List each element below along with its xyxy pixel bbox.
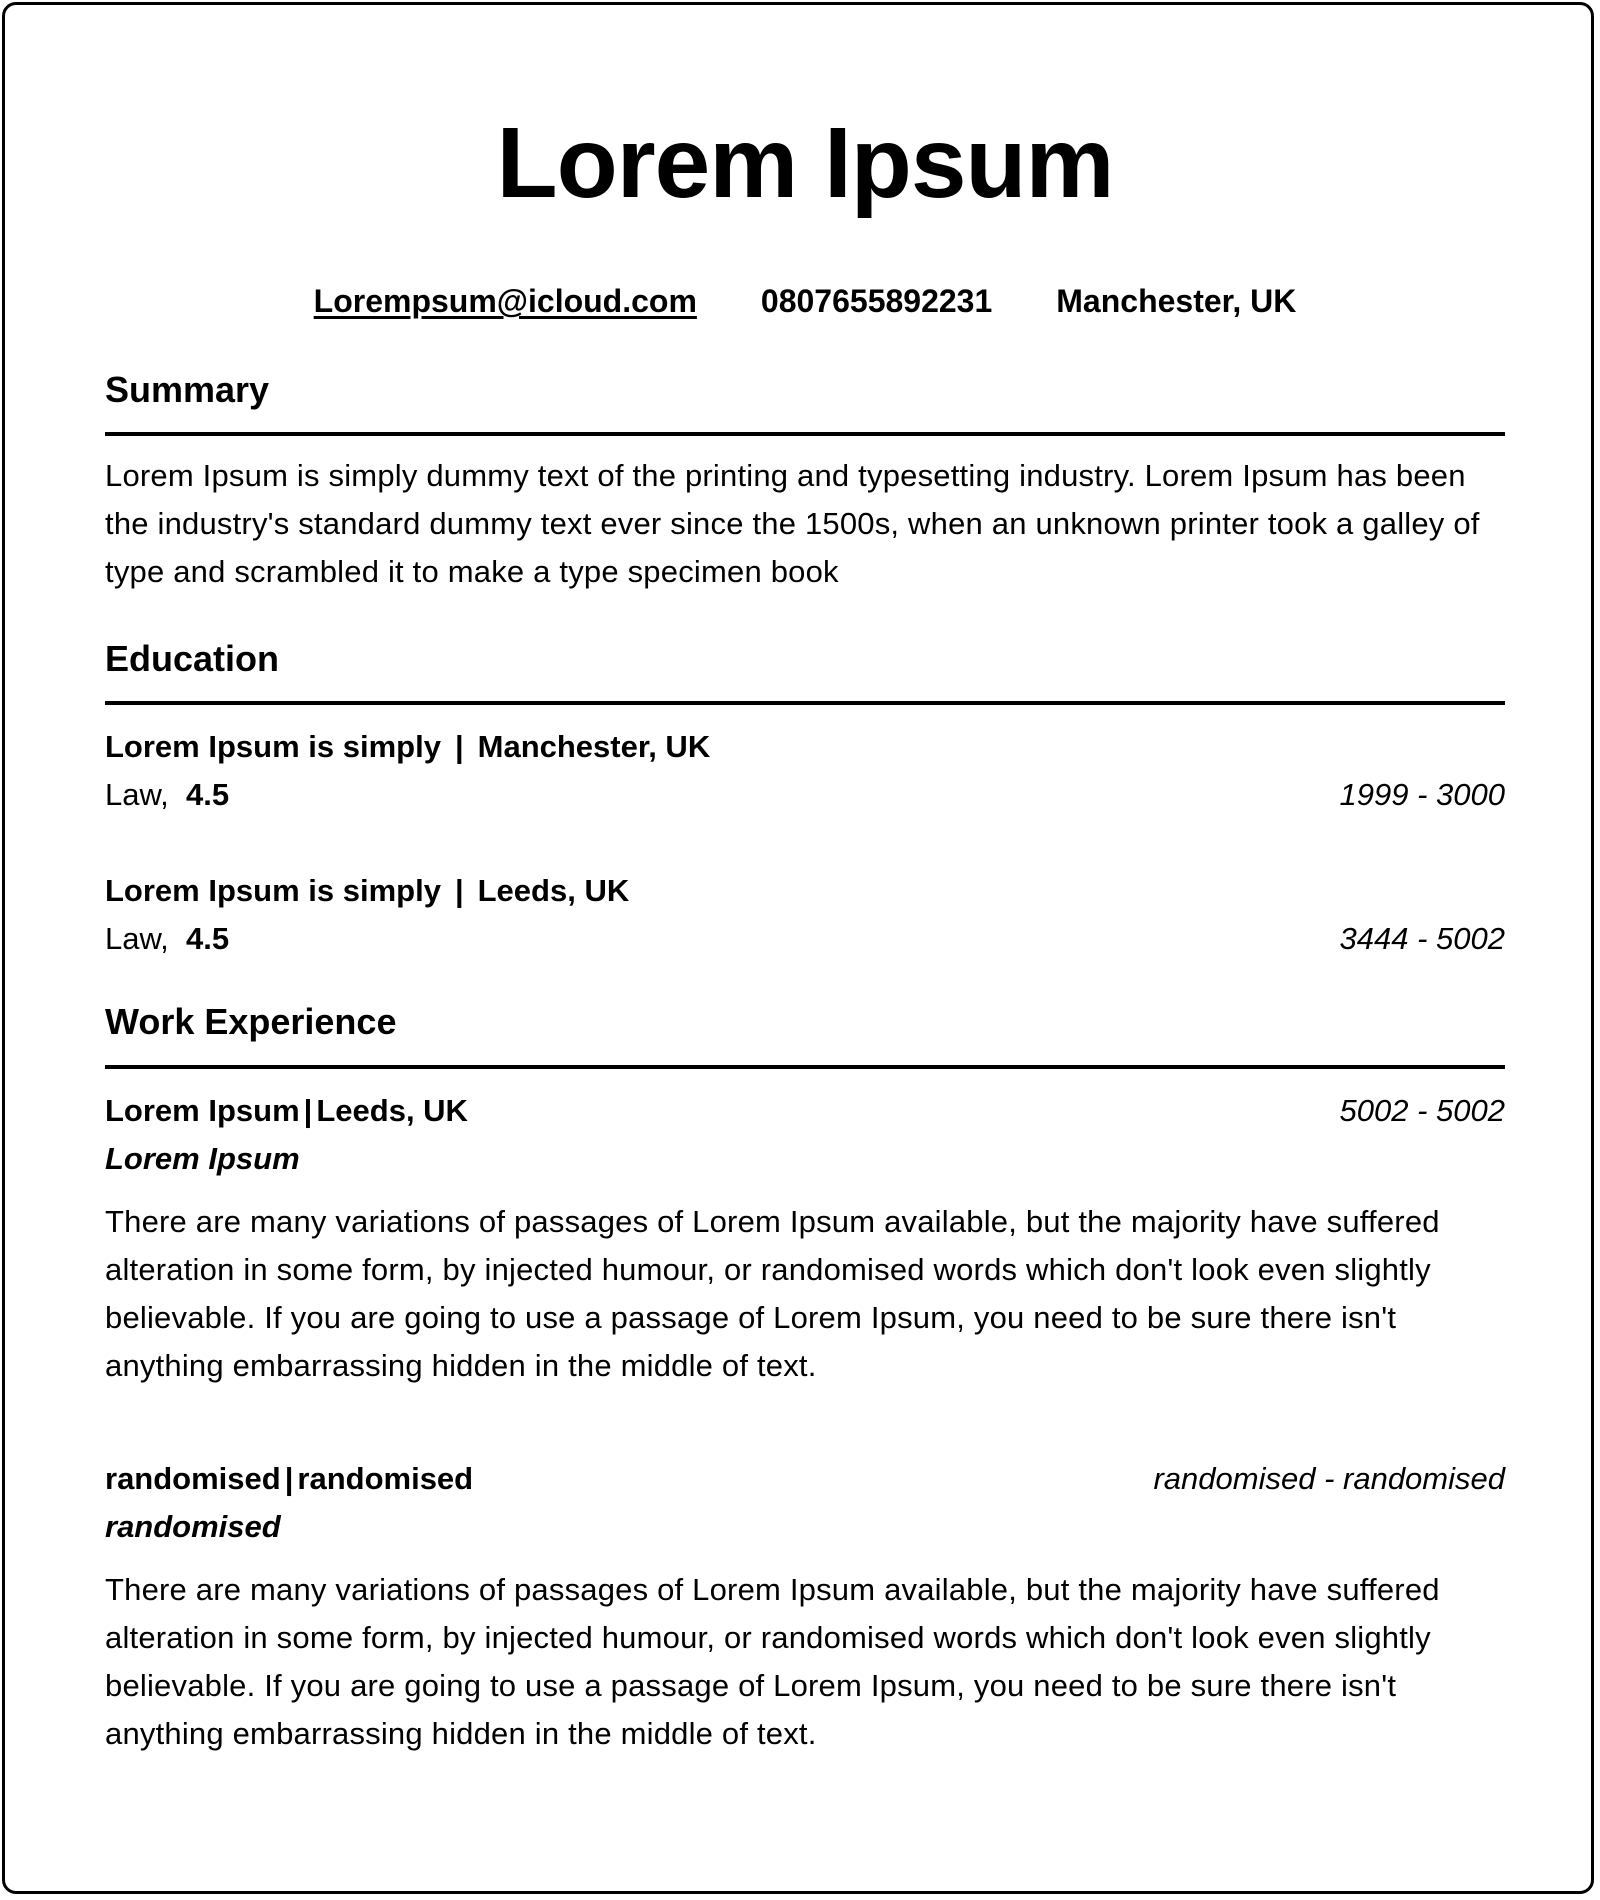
work-location: randomised xyxy=(297,1460,474,1496)
email-link[interactable]: Lorempsum@icloud.com xyxy=(313,283,697,319)
education-dates: 3444 - 5002 xyxy=(1339,920,1505,956)
work-heading: Work Experience xyxy=(105,1001,397,1042)
education-school-line xyxy=(105,872,630,908)
separator: | xyxy=(454,872,464,908)
work-description: There are many variations of passages of Lorem Ipsum available, but the majority have suffered alteration in some form, by injected humour, or randomised words which don't look even slightly believable. If you are going to use a passage of Lorem Ipsum, you need to be sure there isn't anything embarrassing hidden in the middle of text. xyxy=(105,1204,1440,1383)
phone-number: 0807655892231 xyxy=(760,283,993,319)
summary-divider xyxy=(105,432,1505,436)
summary-text: Lorem Ipsum is simply dummy text of the printing and typesetting industry. Lorem Ipsum has been the industry's standard dummy text ever since the 1500s, when an unknown printer took a galley of type and scrambled it to make a type specimen book xyxy=(105,458,1480,589)
education-location: Manchester, UK xyxy=(477,728,711,764)
contact-location: Manchester, UK xyxy=(1056,283,1297,319)
separator: | xyxy=(454,728,464,764)
resume-page xyxy=(2,2,1594,1894)
separator: | xyxy=(284,1460,294,1496)
education-dates: 1999 - 3000 xyxy=(1339,776,1505,812)
education-school: Lorem Ipsum is simply xyxy=(105,872,441,908)
work-company: randomised xyxy=(105,1460,281,1496)
education-item-header xyxy=(105,870,1505,910)
separator: | xyxy=(303,1092,313,1128)
work-location: Leeds, UK xyxy=(316,1092,468,1128)
contact-info xyxy=(105,285,1505,317)
education-school-line xyxy=(105,728,711,764)
work-item-header xyxy=(105,1090,1505,1130)
work-item-header xyxy=(105,1458,1505,1498)
education-grade: 4.5 xyxy=(186,776,230,812)
education-item-details xyxy=(105,774,1505,814)
work-item-role-row xyxy=(105,1506,1505,1546)
work-item-role-row xyxy=(105,1138,1505,1178)
education-degree-line xyxy=(105,920,230,956)
work-dates: 5002 - 5002 xyxy=(1339,1092,1505,1128)
education-location: Leeds, UK xyxy=(477,872,630,908)
work-company-line xyxy=(105,1460,474,1496)
work-role: randomised xyxy=(105,1508,281,1544)
work-role: Lorem Ipsum xyxy=(105,1140,300,1176)
education-degree-line xyxy=(105,776,230,812)
work-divider xyxy=(105,1065,1505,1069)
work-company-line xyxy=(105,1092,468,1128)
resume-name: Lorem Ipsum xyxy=(496,107,1114,219)
education-degree: Law, xyxy=(105,776,169,812)
education-item-details xyxy=(105,918,1505,958)
work-company: Lorem Ipsum xyxy=(105,1092,300,1128)
education-school: Lorem Ipsum is simply xyxy=(105,728,441,764)
education-divider xyxy=(105,701,1505,705)
summary-heading: Summary xyxy=(105,369,270,410)
education-item-header xyxy=(105,726,1505,766)
education-grade: 4.5 xyxy=(186,920,230,956)
education-heading: Education xyxy=(105,638,280,679)
education-degree: Law, xyxy=(105,920,169,956)
work-dates: randomised - randomised xyxy=(1153,1460,1505,1496)
work-description: There are many variations of passages of Lorem Ipsum available, but the majority have suffered alteration in some form, by injected humour, or randomised words which don't look even slightly believable. If you are going to use a passage of Lorem Ipsum, you need to be sure there isn't anything embarrassing hidden in the middle of text. xyxy=(105,1572,1440,1751)
